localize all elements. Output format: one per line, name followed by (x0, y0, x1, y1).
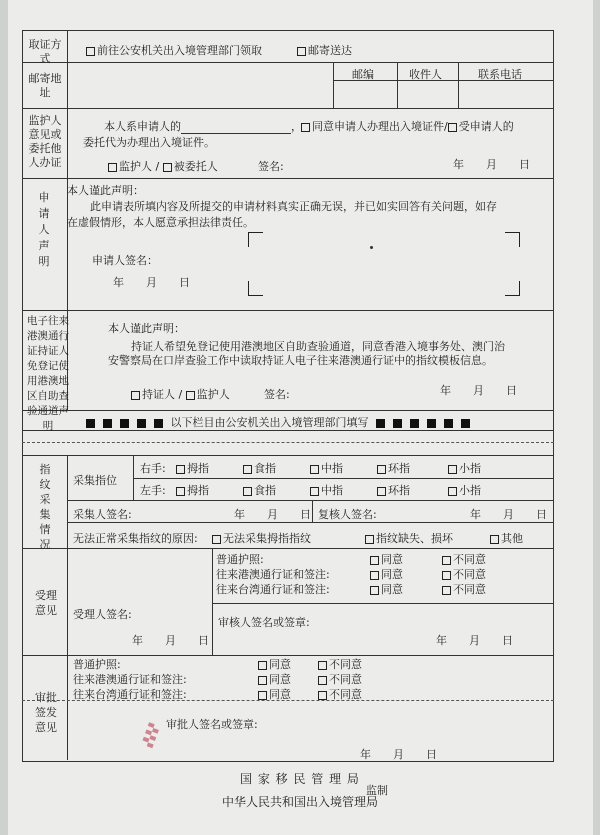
right-hand-label: 右手: (140, 462, 166, 475)
right-thumb[interactable]: 拇指 (176, 460, 209, 476)
collection-label: 取证方式 (28, 38, 62, 65)
left-middle[interactable]: 中指 (310, 482, 343, 498)
right-little[interactable]: 小指 (448, 460, 481, 476)
acceptance-item-hkmo: 往来港澳通行证和签注: (216, 568, 330, 581)
right-middle[interactable]: 中指 (310, 460, 343, 476)
guardian-role-option[interactable]: 监护人 / 被委托人 (108, 158, 218, 174)
app-agree-1[interactable]: 同意 (258, 656, 291, 672)
collector-date: 年 月 日 (234, 508, 311, 521)
relationship-field[interactable] (181, 123, 291, 134)
egate-label: 电子往来港澳通行证持证人免登记使用港澳地区自助查验通道声明 (27, 315, 69, 432)
reason-damaged[interactable]: 指纹缺失、损坏 (365, 530, 453, 546)
declaration-title: 本人谨此声明： (67, 184, 144, 197)
approver-sign: 审批人签名或签章: (166, 718, 258, 731)
footer-bureau: 国 家 移 民 管 理 局 (240, 772, 360, 786)
phone-header: 联系电话 (478, 68, 522, 81)
reason-label: 无法正常采集指纹的原因: (73, 532, 198, 545)
egate-text2: 安警察局在口岸查验工作中读取持证人电子往来港澳通行证中的指纹模板信息。 (108, 354, 493, 367)
reviewer-date: 年 月 日 (470, 508, 547, 521)
approval-item-tw: 往来台湾通行证和签注: (73, 688, 187, 701)
recipient-header: 收件人 (409, 68, 442, 81)
egate-date: 年 月 日 (440, 384, 517, 397)
red-stamp-mark: ▞▞▞ (142, 722, 161, 749)
reason-other[interactable]: 其他 (490, 530, 523, 546)
acc-disagree-2[interactable]: 不同意 (442, 566, 486, 582)
acceptor-date: 年 月 日 (132, 634, 209, 647)
acceptance-item-passport: 普通护照: (216, 553, 264, 566)
right-ring[interactable]: 环指 (377, 460, 410, 476)
left-index[interactable]: 食指 (243, 482, 276, 498)
collection-option-pickup[interactable]: 前往公安机关出入境管理部门领取 (86, 42, 262, 58)
official-use-divider: 以下栏目由公安机关出入境管理部门填写 (82, 414, 474, 430)
left-little[interactable]: 小指 (448, 482, 481, 498)
acceptance-item-tw: 往来台湾通行证和签注: (216, 583, 330, 596)
checkbox-icon (297, 47, 306, 56)
applicant-sign-label: 申请人签名： (92, 254, 158, 267)
acc-agree-1[interactable]: 同意 (370, 551, 403, 567)
right-index[interactable]: 食指 (243, 460, 276, 476)
acc-disagree-3[interactable]: 不同意 (442, 581, 486, 597)
approval-item-hkmo: 往来港澳通行证和签注: (73, 673, 187, 686)
left-thumb[interactable]: 拇指 (176, 482, 209, 498)
declaration-text1: 此申请表所填内容及所提交的申请材料真实正确无误，并已如实回答有关问题，如存 (90, 200, 497, 213)
acc-agree-3[interactable]: 同意 (370, 581, 403, 597)
footer-supervise: 监制 (366, 784, 388, 797)
declaration-label: 申请人声明 (38, 191, 50, 268)
approval-date: 年 月 日 (360, 748, 437, 761)
guardian-label: 监护人意见或委托他人办证 (28, 114, 62, 169)
egate-role-option[interactable]: 持证人 / 监护人 (131, 386, 230, 402)
reason-no-thumb[interactable]: 无法采集拇指指纹 (212, 530, 311, 546)
checkbox-icon (448, 123, 457, 132)
checkbox-icon (163, 163, 172, 172)
collection-option-mail[interactable]: 邮寄送达 (297, 42, 352, 58)
guardian-sign: 签名: (258, 160, 284, 173)
finger-position-label: 采集指位 (73, 474, 117, 487)
app-disagree-2[interactable]: 不同意 (318, 671, 362, 687)
guardian-agree-option[interactable]: 同意申请人办理出入境证件/ 受申请人的 (301, 118, 514, 134)
footer-administration: 中华人民共和国出入境管理局 (221, 795, 378, 809)
collector-sign: 采集人签名: (73, 508, 132, 521)
guardian-line2: 委托代为办理出入境证件。 (83, 136, 215, 149)
app-disagree-1[interactable]: 不同意 (318, 656, 362, 672)
declaration-date: 年 月 日 (113, 276, 190, 289)
acc-agree-2[interactable]: 同意 (370, 566, 403, 582)
egate-title: 本人谨此声明： (108, 322, 185, 335)
left-hand-label: 左手: (140, 484, 166, 497)
approval-label: 审批签发意见 (35, 691, 57, 734)
acc-disagree-1[interactable]: 不同意 (442, 551, 486, 567)
checkbox-icon (108, 163, 117, 172)
app-agree-2[interactable]: 同意 (258, 671, 291, 687)
guardian-date: 年 月 日 (453, 158, 530, 171)
acceptor-sign: 受理人签名: (73, 608, 132, 621)
auditor-date: 年 月 日 (436, 634, 513, 647)
applicant-signature-box[interactable] (248, 232, 520, 296)
approval-item-passport: 普通护照: (73, 658, 121, 671)
postcode-header: 邮编 (352, 68, 374, 81)
left-ring[interactable]: 环指 (377, 482, 410, 498)
mail-label: 邮寄地址 (28, 72, 62, 99)
acceptance-label: 受理意见 (35, 589, 57, 617)
declaration-text2: 在虚假情形，本人愿意承担法律责任。 (67, 216, 254, 229)
checkbox-icon (131, 391, 140, 400)
checkbox-icon (186, 391, 195, 400)
egate-text1: 持证人希望免登记使用港澳地区自助查验通道，同意香港入境事务处、澳门治 (131, 340, 505, 353)
app-disagree-3[interactable]: 不同意 (318, 686, 362, 702)
egate-sign: 签名: (264, 388, 290, 401)
reviewer-sign: 复核人签名: (318, 508, 377, 521)
checkbox-icon (301, 123, 310, 132)
fingerprint-label: 指纹采集情况 (39, 463, 51, 551)
auditor-sign: 审核人签名或签章: (218, 616, 310, 629)
app-agree-3[interactable]: 同意 (258, 686, 291, 702)
checkbox-icon (86, 47, 95, 56)
